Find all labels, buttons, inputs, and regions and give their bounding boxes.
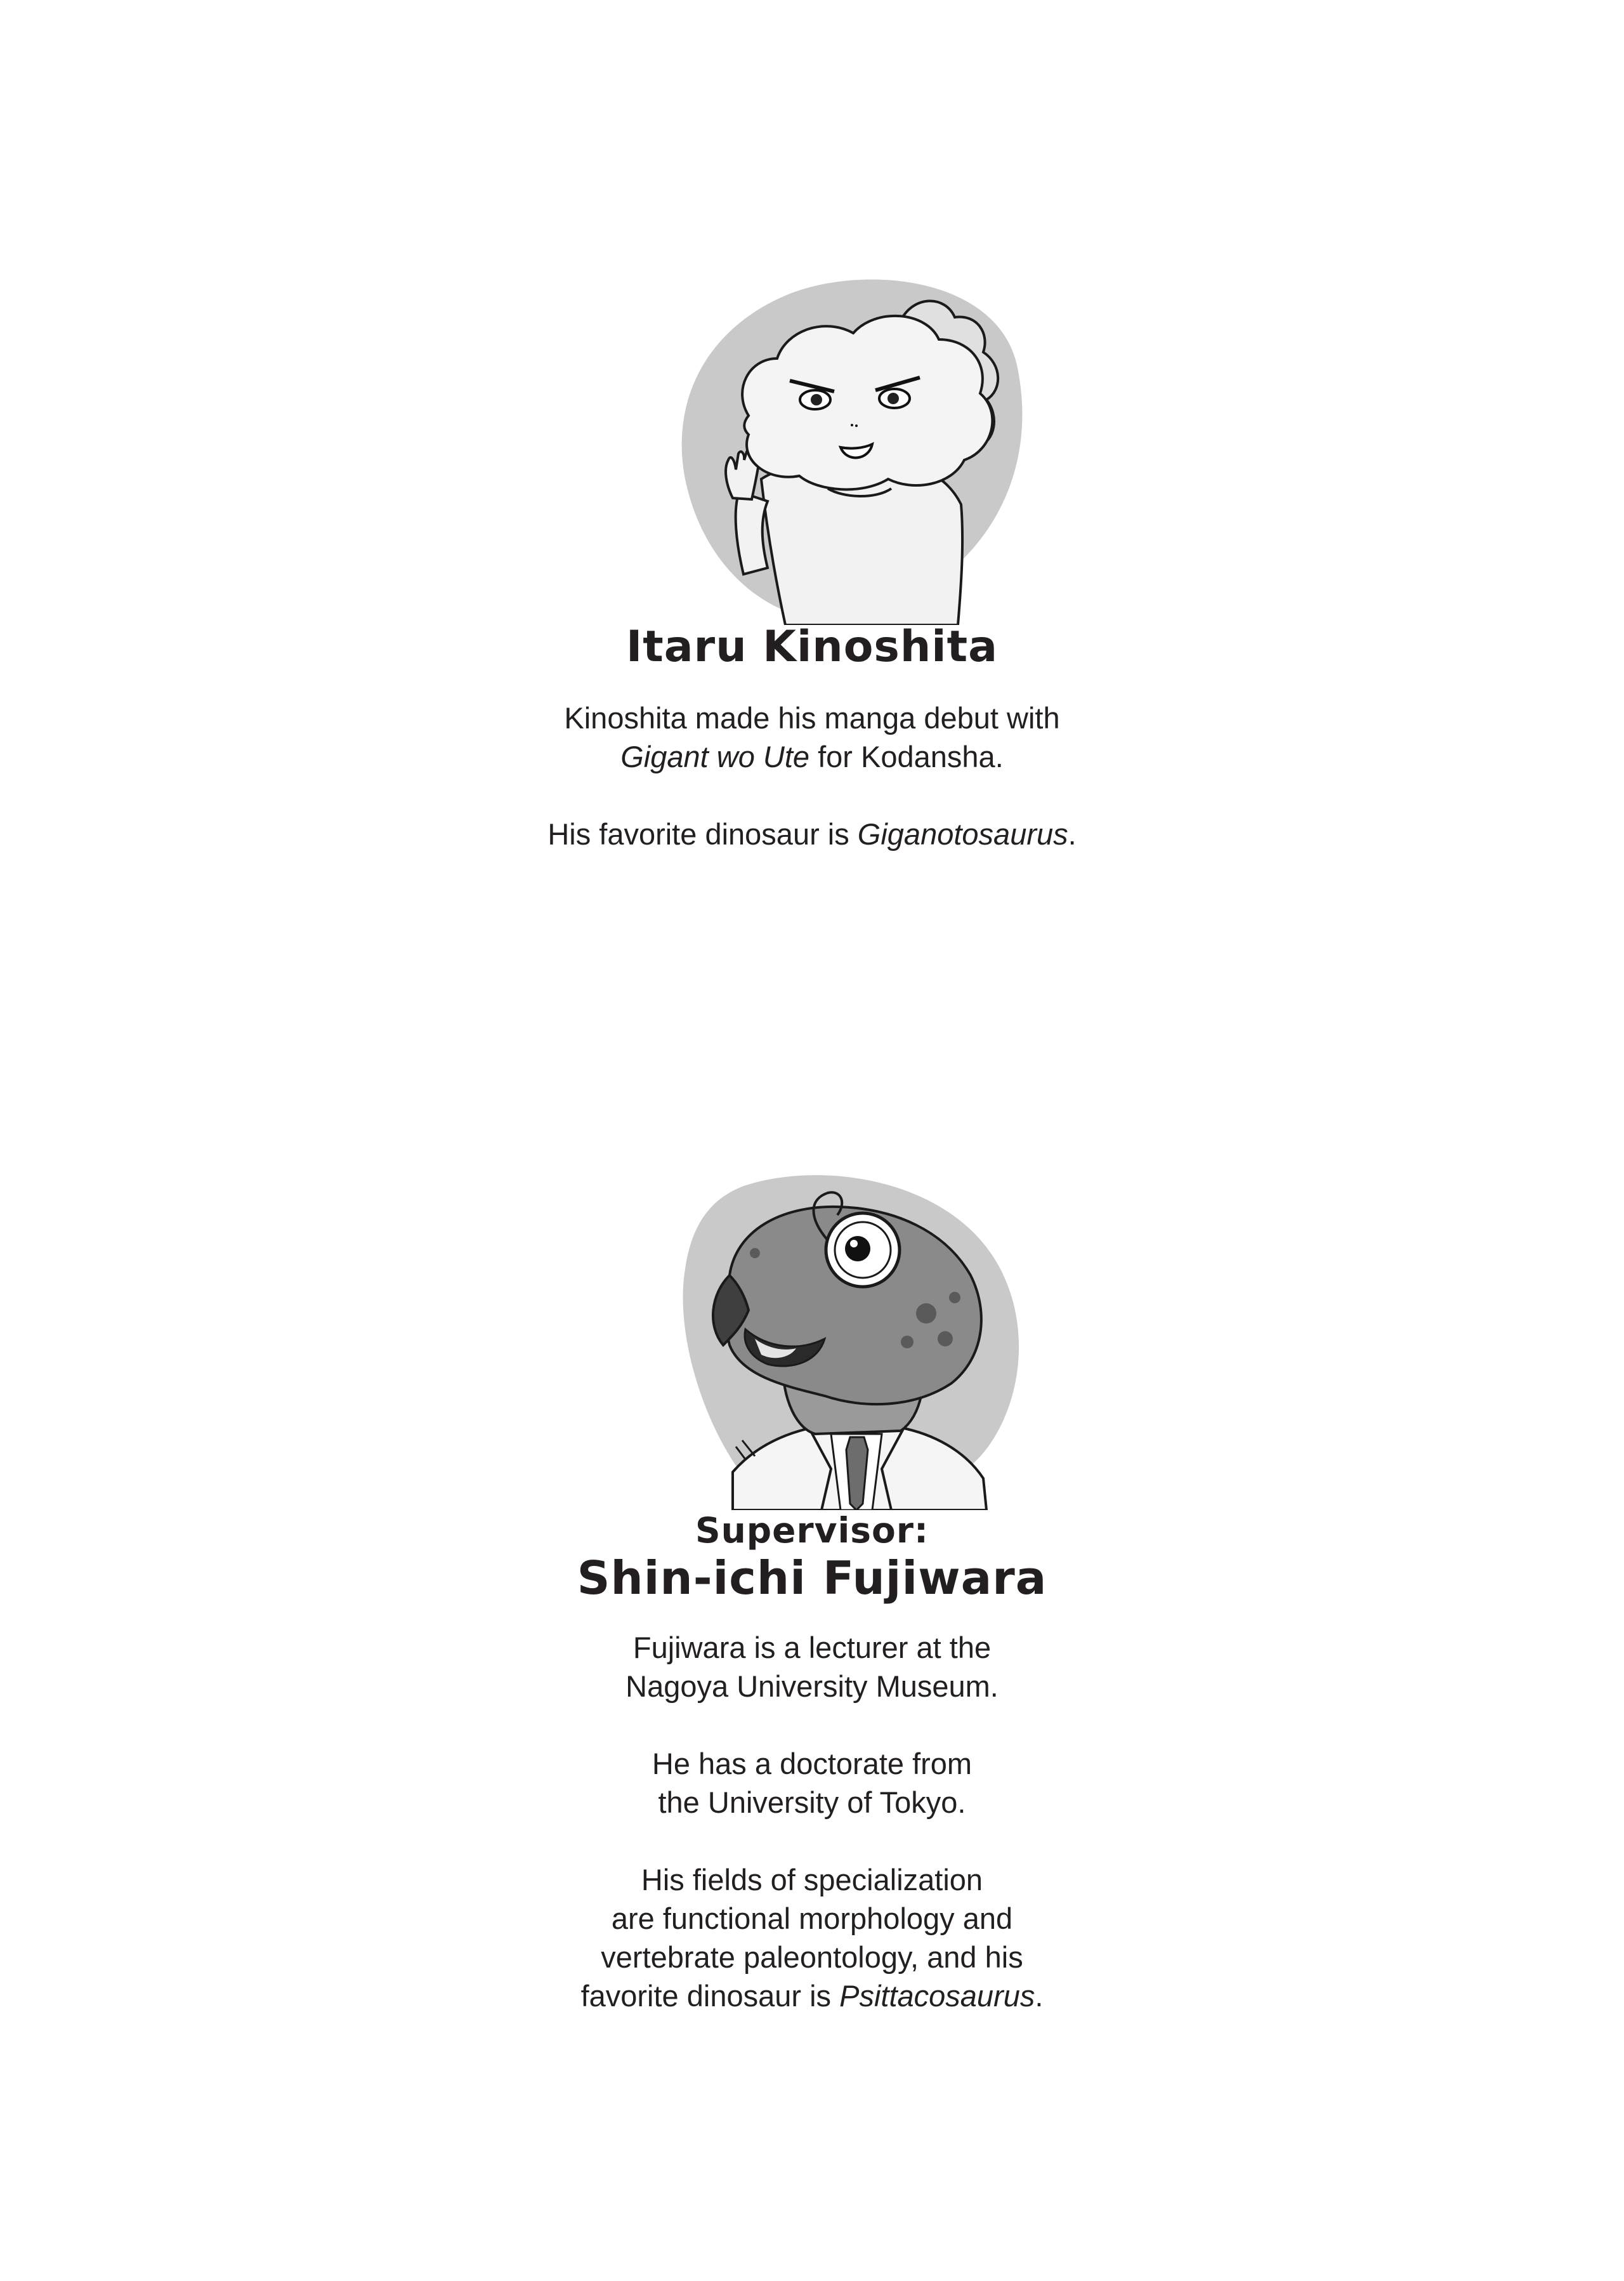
- favorite-suffix: .: [1035, 1979, 1044, 2013]
- supervisor-bio: [0, 1628, 1624, 2015]
- supervisor-role-label: Supervisor:: [695, 1510, 929, 1551]
- supervisor-bio-spec-line4: [0, 1976, 1624, 2015]
- supervisor-bio-specialization: [0, 1860, 1624, 2015]
- favorite-dinosaur: Giganotosaurus: [857, 817, 1068, 851]
- supervisor-bio-spec-line3: vertebrate paleontology, and his: [601, 1940, 1023, 1974]
- author-bio-favorite: [0, 815, 1624, 853]
- author-name: Itaru Kinoshita: [625, 622, 999, 672]
- author-bio-debut-line1: Kinoshita made his manga debut with: [564, 701, 1060, 735]
- author-bio-debut: [0, 699, 1624, 776]
- favorite-prefix: favorite dinosaur is: [580, 1979, 840, 2013]
- favorite-dinosaur: Psittacosaurus: [839, 1979, 1035, 2013]
- supervisor-bio-education-line1: He has a doctorate from: [652, 1747, 972, 1780]
- supervisor-portrait-illustration: [672, 1167, 1028, 1510]
- supervisor-bio-education-line2: the University of Tokyo.: [658, 1785, 966, 1819]
- debut-manga-title: Gigant wo Ute: [620, 740, 810, 773]
- publisher-text: for Kodansha.: [809, 740, 1004, 773]
- author-portrait-illustration: [672, 270, 1028, 625]
- supervisor-bio-position-line2: Nagoya University Museum.: [625, 1669, 999, 1703]
- supervisor-bio-position: [0, 1628, 1624, 1706]
- favorite-suffix: .: [1068, 817, 1077, 851]
- supervisor-bio-spec-line2: are functional morphology and: [611, 1902, 1013, 1935]
- supervisor-bio-education: [0, 1744, 1624, 1822]
- supervisor-bio-position-line1: Fujiwara is a lecturer at the: [632, 1631, 992, 1664]
- supervisor-bio-spec-line1: His fields of specialization: [641, 1863, 983, 1896]
- favorite-prefix: His favorite dinosaur is: [547, 817, 858, 851]
- author-bio-debut-line2: [0, 737, 1624, 776]
- supervisor-name: Shin-ichi Fujiwara: [577, 1551, 1047, 1605]
- author-bio: [0, 699, 1624, 853]
